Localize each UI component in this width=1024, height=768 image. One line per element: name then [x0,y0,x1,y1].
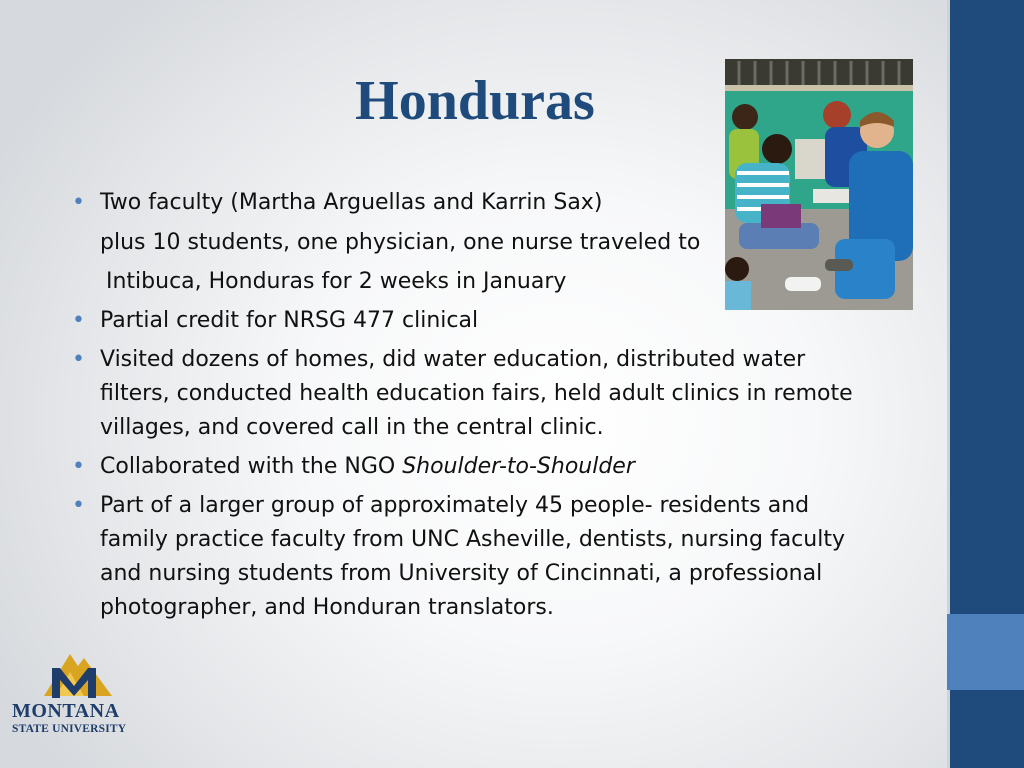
bullet-continuation [72,523,902,557]
bullet-continuation [72,591,902,625]
bullet-text: family practice faculty from UNC Asheville, dentists, nursing faculty [100,527,845,552]
bullet-text: Visited dozens of homes, did water education, distributed water [100,347,806,372]
bullet-marker: • [72,190,85,215]
bullet-text: and nursing students from University of Cincinnati, a professional [100,561,823,586]
bullet-marker: • [72,308,85,333]
bullet-continuation [72,557,902,591]
bullet-marker: • [72,347,85,372]
bullet-text: villages, and covered call in the central clinic. [100,415,604,440]
bullet-text: Partial credit for NRSG 477 clinical [100,308,479,333]
bullet-item [72,450,902,484]
bullet-item [72,343,902,377]
bullet-continuation [72,377,902,411]
bullet-list [72,186,902,625]
ngo-name: Shoulder-to-Shoulder [402,454,635,479]
bullet-item [72,186,902,220]
bullet-marker: • [72,454,85,479]
bullet-text: plus 10 students, one physician, one nurse traveled to [100,230,701,255]
bullet-continuation [72,411,902,445]
bullet-marker: • [72,493,85,518]
bullet-text: filters, conducted health education fairs, held adult clinics in remote [100,381,853,406]
bullet-text: Part of a larger group of approximately 45 people- residents and [100,493,810,518]
bullet-text: Collaborated with the NGO [100,454,403,479]
bullet-continuation [72,226,902,260]
bullet-text: photographer, and Honduran translators. [100,595,554,620]
logo-wordmark: MONTANA [12,700,120,722]
right-accent-block [947,614,1024,690]
slide-title: Honduras [355,70,595,132]
bullet-item [72,304,902,338]
bullet-text: Intibuca, Honduras for 2 weeks in January [106,269,567,294]
bullet-continuation [72,265,902,299]
bullet-item [72,489,902,523]
logo-subtitle: STATE UNIVERSITY [12,723,127,735]
bullet-text: Two faculty (Martha Arguellas and Karrin Sax) [100,190,603,215]
